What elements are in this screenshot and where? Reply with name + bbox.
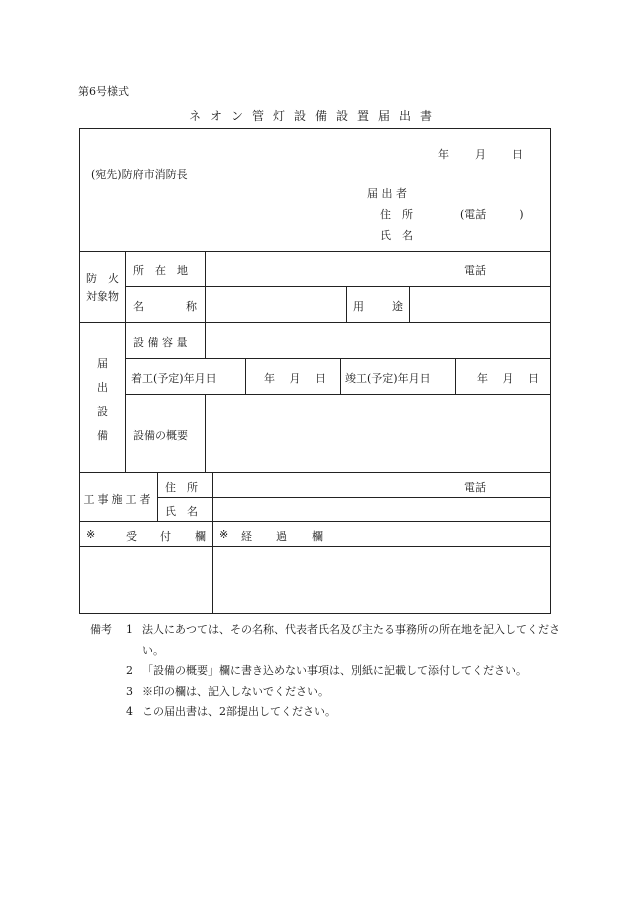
- receipt-char-3: 欄: [195, 530, 206, 543]
- rule-section-label-divider: [125, 251, 126, 472]
- use-label-b: 途: [392, 300, 403, 313]
- location-phone-label: 電話: [464, 264, 486, 277]
- note-item: [90, 682, 560, 703]
- addressee: (宛先)防府市消防長: [91, 168, 188, 181]
- progress-mark: ※: [219, 528, 229, 541]
- receipt-char-1: 受: [126, 530, 137, 543]
- note-text: この届出書は、2部提出してください。: [142, 705, 336, 718]
- notes: [90, 620, 560, 723]
- use-label-a: 用: [353, 300, 364, 313]
- contractor-address-label: 住 所: [165, 481, 198, 494]
- receipt-mark: ※: [86, 528, 96, 541]
- rule-contractor-address-bottom: [157, 497, 551, 498]
- name-label-b: 称: [186, 300, 197, 313]
- date-month-label: 月: [475, 148, 486, 161]
- equipment-label-char-3: 設: [97, 405, 108, 418]
- rule-contractor-bottom: [79, 521, 551, 522]
- overview-label: 設備の概要: [133, 429, 188, 442]
- note-number: 3: [126, 684, 133, 698]
- date-day-label: 日: [512, 148, 523, 161]
- notifier-label: 届 出 者: [367, 187, 407, 200]
- rule-overview-label-divider: [205, 394, 206, 472]
- equipment-label-char-4: 備: [97, 429, 108, 442]
- notifier-name-label: 氏 名: [380, 229, 413, 242]
- rule-name-use-divider: [346, 286, 347, 322]
- rule-contractor-label-divider: [157, 472, 158, 521]
- rule-use-value-divider: [409, 286, 410, 322]
- contractor-name-label: 氏 名: [165, 505, 198, 518]
- equipment-label-char-1: 届: [97, 357, 108, 370]
- note-number: 4: [126, 705, 133, 718]
- rule-target-label-divider: [205, 251, 206, 322]
- rule-header-bottom: [79, 251, 551, 252]
- rule-target-bottom: [79, 322, 551, 323]
- receipt-char-2: 付: [160, 530, 171, 543]
- rule-start-divider: [245, 358, 246, 394]
- start-date-value: 年 月 日: [264, 372, 326, 385]
- progress-char-3: 欄: [312, 530, 323, 543]
- notifier-address-label: 住 所: [380, 208, 413, 221]
- finish-date-label: 竣工(予定)年月日: [345, 372, 431, 385]
- note-number: 2: [126, 664, 133, 677]
- note-item: [90, 661, 560, 682]
- contractor-phone-label: 電話: [464, 481, 486, 494]
- rule-equipment-bottom: [79, 472, 551, 473]
- rule-finish-divider: [455, 358, 456, 394]
- rule-dates-bottom: [125, 394, 551, 395]
- rule-location-bottom: [125, 286, 551, 287]
- name-label-a: 名: [133, 300, 144, 313]
- rule-mid-date-divider: [340, 358, 341, 394]
- note-number: 1: [126, 623, 133, 636]
- capacity-label: 設 備 容 量: [133, 336, 188, 349]
- notifier-phone-label: (電話 ): [460, 208, 524, 221]
- target-label-line2: 対象物: [86, 290, 119, 303]
- finish-date-value: 年 月 日: [477, 372, 539, 385]
- location-label: 所 在 地: [133, 264, 188, 277]
- equipment-label-char-2: 出: [97, 381, 108, 394]
- form-title: ネオン管灯設備設置届出書: [188, 109, 441, 123]
- note-text: 法人にあつては、その名称、代表者氏名及び主たる事務所の所在地を記入してください。: [142, 623, 560, 657]
- target-label-line1: 防 火: [86, 272, 119, 285]
- rule-contractor-field-divider: [212, 472, 213, 614]
- progress-char-2: 過: [276, 530, 287, 543]
- contractor-label: 工事施工者: [83, 493, 154, 506]
- note-item: [90, 620, 560, 661]
- rule-capacity-label-divider: [205, 322, 206, 358]
- form-number: 第6号様式: [78, 85, 129, 98]
- progress-char-1: 経: [241, 530, 252, 543]
- rule-reception-header-bottom: [79, 546, 551, 547]
- date-year-label: 年: [438, 148, 449, 161]
- notes-lead: 備考: [90, 623, 112, 636]
- rule-capacity-bottom: [125, 358, 551, 359]
- note-text: 「設備の概要」欄に書き込めない事項は、別紙に記載して添付してください。: [142, 664, 527, 677]
- note-text: ※印の欄は、記入しないでください。: [142, 684, 329, 698]
- note-item: [90, 702, 560, 723]
- start-date-label: 着工(予定)年月日: [131, 372, 217, 385]
